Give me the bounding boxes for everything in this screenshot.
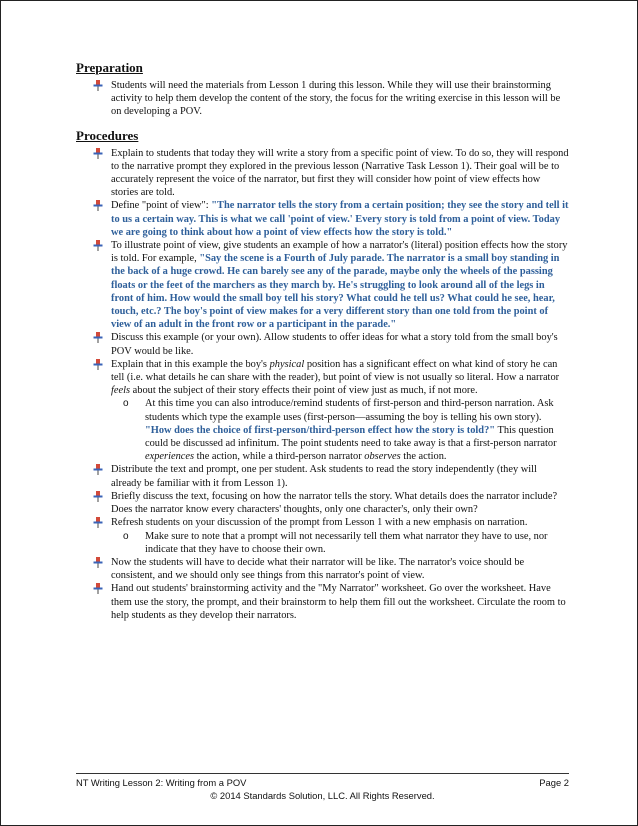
item-text: Explain that in this example the boy's [111,358,270,370]
sub-list [111,530,569,556]
quoted-script: "Say the scene is a Fourth of July parade. The narrator is a small boy standing in the back of a huge crowd. He can barely see any of the parade, maybe only the wheels of the passing floats or the feet of the marchers as they march by. He's struggling to look around all of the legs in front of him. How would the small boy tell his story? What could he tell us? What could he see, hear, touch, etc.? The boy's point of view makes for a very different story than one told from the point of view of an adult in the front row or a participant in the parade." [111,253,560,331]
item-text: Refresh students on your discussion of the prompt from Lesson 1 with a new emphasis on narration. [111,517,528,529]
circle-bullet-icon: o [123,530,129,542]
list-item [111,490,569,516]
page-content [76,60,569,622]
item-text: This question could be discussed ad infinitum. The point students need to take away is that a first-person narrator [145,424,557,450]
preparation-list [76,79,569,119]
emphasis-text: feels [111,385,131,397]
pushpin-icon [92,200,104,211]
list-item [111,331,569,357]
list-item [111,79,569,119]
emphasis-text: experiences [145,451,195,463]
emphasis-text: physical [269,358,305,370]
pushpin-icon [92,332,104,343]
item-text: the action, while a third-person narrator [194,451,365,463]
item-text: At this time you can also introduce/remind students of first-person and third-person narration. Ask students which type the example uses (first-person—assuming the boy is telling his own story). [145,398,554,423]
pushpin-icon [92,359,104,370]
item-text: Explain to students that today they will write a story from a specific point of view. To do so, they will respond to the narrative prompt they explored in the previous lesson (Narrative Task Lesson 1). Their goal will be to accurately represent the voice of the narrator, but first they will consider how point of view effects how stories are told. [111,147,569,199]
pushpin-icon [92,517,104,528]
sub-list-item [123,530,569,556]
footer-page-number: Page 2 [539,777,569,788]
quoted-script: "How does the choice of first-person/third-person effect how the story is told?" [145,424,496,436]
item-text: about the subject of their story effects their point of view just as much, if not more. [130,385,478,397]
footer-divider [76,773,569,774]
pushpin-icon [92,148,104,159]
list-item [111,358,569,464]
footer-lesson-title: NT Writing Lesson 2: Writing from a POV [76,777,247,788]
item-text: Now the students will have to decide what their narrator will be like. The narrator's voice should be consistent, and we should only see things from this narrator's point of view. [111,556,525,582]
item-text: position has a significant effect on what kind of story he can tell (i.e. what details he can share with the reader), but point of view is not usually so literal. How a narrator [111,358,560,384]
pushpin-icon [92,557,104,568]
pushpin-icon [92,464,104,475]
pushpin-icon [92,240,104,251]
preparation-heading: Preparation [76,60,143,75]
item-text: To illustrate point of view, give students an example of how a narrator's (literal) position effects how the story is told. For example, [111,240,568,265]
page-footer [76,776,569,802]
item-text: Hand out students' brainstorming activity and the "My Narrator" worksheet. Go over the worksheet. Have them use the story, the prompt, and their brainstorm to help them fill out the worksheet. Circulate the room to help students as they develop their narrators. [111,583,566,621]
list-item [111,199,569,239]
procedures-heading: Procedures [76,127,139,143]
item-text: Students will need the materials from Lesson 1 during this lesson. While they will use their brainstorming activity to help them develop the content of the story, the focus for the writing exercise in this lesson will be on developing a POV. [111,80,561,118]
list-item [111,463,569,489]
item-text: Distribute the text and prompt, one per student. Ask students to read the story independently (they will already be familiar with it from Lesson 1). [111,464,537,489]
pushpin-icon [92,491,104,502]
emphasis-text: observes [364,451,401,463]
footer-copyright: © 2014 Standards Solution, LLC. All Rights Reserved. [210,790,435,801]
item-text: Discuss this example (or your own). Allow students to offer ideas for what a story told from the small boy's POV would be like. [111,332,558,357]
quoted-script: "The narrator tells the story from a certain position; they see the story and tell it to us a certain way. This is what we call 'point of view.' Every story is told from a point of view. Today we are going to think about how a point of view effects how the story is told." [111,200,569,238]
circle-bullet-icon: o [123,398,129,410]
pushpin-icon [92,583,104,594]
list-item [111,556,569,582]
item-text: Briefly discuss the text, focusing on how the narrator tells the story. What details does the narrator include? Does the narrator know every characters' thoughts, only one character's, only their own? [111,490,558,516]
list-item [111,239,569,331]
list-item [111,516,569,556]
item-text: Define "point of view": [111,200,212,212]
pushpin-icon [92,80,104,91]
procedures-list [76,147,569,622]
sub-list-item [123,397,569,463]
list-item [111,147,569,200]
item-text: the action. [400,451,447,463]
list-item [111,582,569,622]
item-text: Make sure to note that a prompt will not necessarily tell them what narrator they have to use, nor indicate that they have to choose their own. [145,530,548,555]
sub-list [111,397,569,463]
